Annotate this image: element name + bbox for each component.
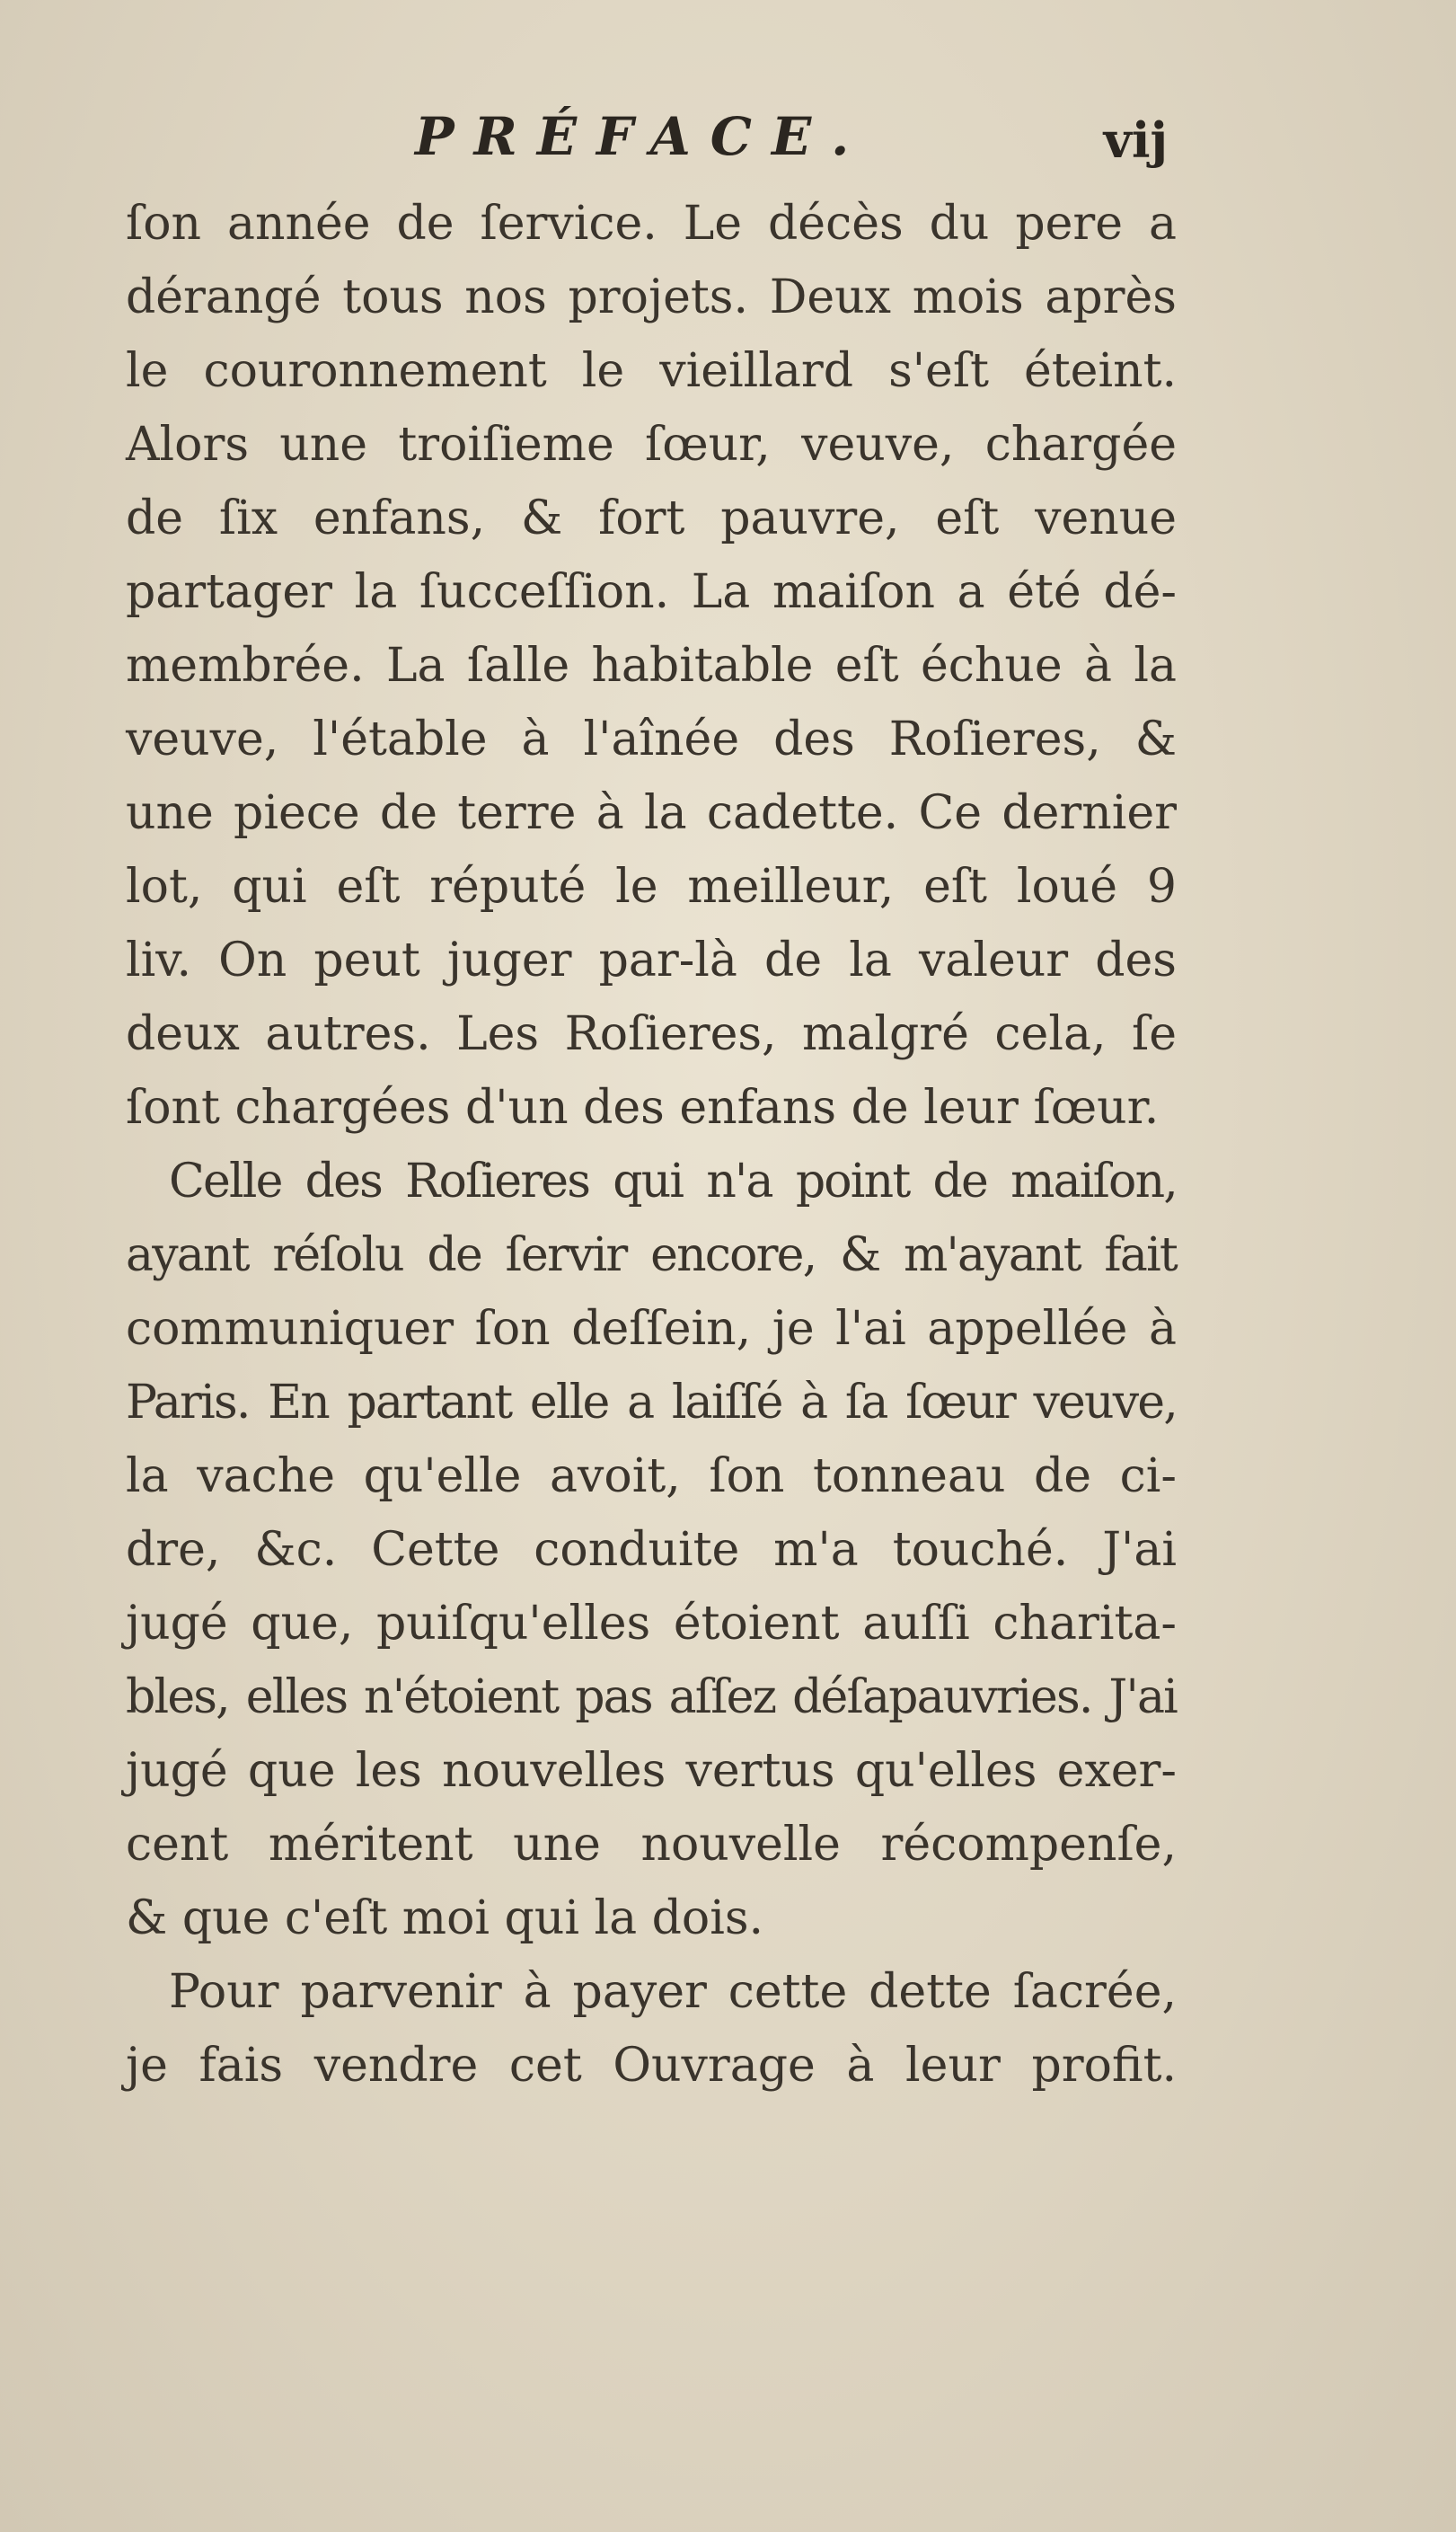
text-line: deux autres. Les Roſieres, malgré cela, ſe [126,1007,1177,1061]
text-line: veuve, l'étable à l'aînée des Roſieres, & [126,713,1177,766]
text-line: dre, &c. Cette conduite m'a touché. J'ai [126,1523,1177,1577]
text-line: Paris. En partant elle a laiſſé à ſa ſœur veuve, [126,1376,1177,1430]
text-line: je fais vendre cet Ouvrage à leur profit. [126,2039,1177,2093]
text-line: dérangé tous nos projets. Deux mois après [126,270,1177,324]
page-header [126,106,1186,187]
text-line: Celle des Roſieres qui n'a point de maiſon, [169,1155,1177,1208]
text-line: cent méritent une nouvelle récompenſe, [126,1818,1177,1872]
text-line: bles, elles n'étoient pas aſſez déſapauvries. J'ai [126,1670,1177,1724]
text-line: le couronnement le vieillard s'eſt éteint. [126,344,1177,398]
text-line: une piece de terre à la cadette. Ce dernier [126,786,1177,840]
running-title: PRÉFACE. [415,106,869,167]
text-line: jugé que, puiſqu'elles étoient auſſi charita- [126,1597,1177,1651]
text-line: ſon année de ſervice. Le décès du pere a [126,197,1177,251]
text-line: de ſix enfans, & fort pauvre, eſt venue [126,491,1177,545]
text-line: & que c'eſt moi qui la dois. [126,1891,764,1945]
text-line: membrée. La ſalle habitable eſt échue à la [126,639,1177,693]
text-line: Pour parvenir à payer cette dette ſacrée, [169,1965,1177,2019]
text-line: liv. On peut juger par-là de la valeur des [126,934,1177,987]
body-text [126,187,1177,2103]
text-line: ayant réſolu de ſervir encore, & m'ayant fait [126,1228,1177,1282]
text-line: lot, qui eſt réputé le meilleur, eſt loué 9 [126,860,1177,914]
text-line: partager la ſucceſſion. La maiſon a été dé- [126,565,1177,619]
page-number: vij [1103,111,1168,169]
text-line: Alors une troiſieme ſœur, veuve, chargée [126,418,1177,472]
text-line: ſont chargées d'un des enfans de leur ſœur. [126,1081,1160,1135]
text-line: jugé que les nouvelles vertus qu'elles exer- [126,1744,1177,1798]
text-line: communiquer ſon deſſein, je l'ai appellée à [126,1302,1177,1356]
text-line: la vache qu'elle avoit, ſon tonneau de ci- [126,1449,1177,1503]
